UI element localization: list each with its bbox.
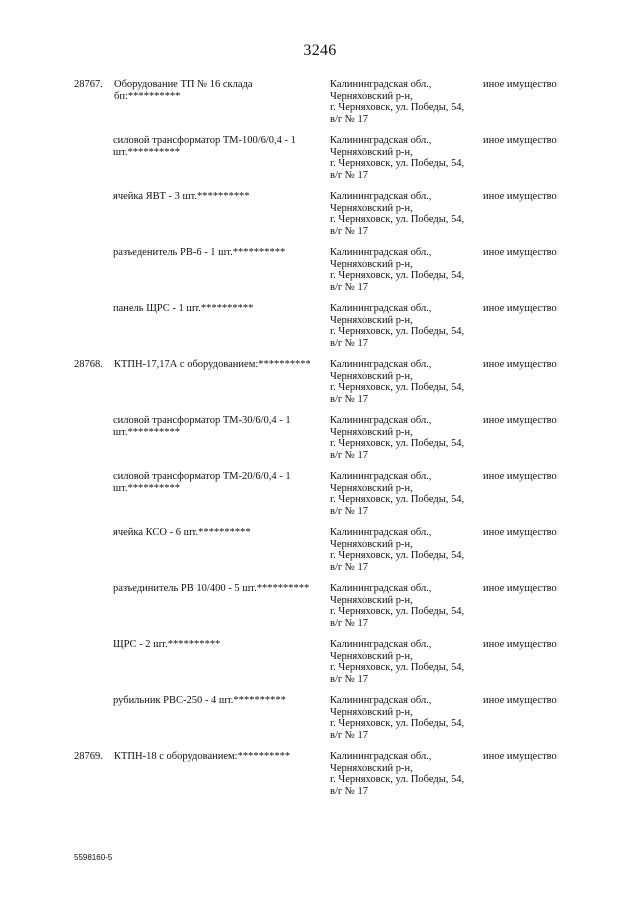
list-item	[0, 527, 640, 583]
address-line: г. Черняховск, ул. Победы, 54,	[330, 494, 465, 506]
address-line: Черняховский р-н,	[330, 202, 413, 214]
address-line: в/г № 17	[330, 113, 368, 125]
entry-number: 28767.	[74, 79, 103, 90]
address-line: Калининградская обл.,	[330, 583, 432, 594]
list-item	[0, 359, 640, 415]
entry-property-type: иное имущество	[483, 695, 557, 706]
entry-description: КТПН-18 с оборудованием:**********	[114, 751, 291, 762]
address-line: г. Черняховск, ул. Победы, 54,	[330, 270, 465, 282]
address-line: в/г № 17	[330, 617, 368, 629]
address-line: г. Черняховск, ул. Победы, 54,	[330, 774, 465, 786]
address-line: г. Черняховск, ул. Победы, 54,	[330, 382, 465, 394]
address-line: Черняховский р-н,	[330, 426, 413, 438]
address-line: в/г № 17	[330, 505, 368, 517]
entry-description: разъеденитель РВ-6 - 1 шт.**********	[113, 247, 286, 258]
entry-address	[330, 695, 480, 741]
entries-list	[0, 79, 640, 807]
entry-property-type: иное имущество	[483, 527, 557, 538]
page-number: 3246	[303, 42, 337, 59]
address-line: в/г № 17	[330, 169, 368, 181]
entry-description: панель ЩРС - 1 шт.**********	[113, 303, 254, 314]
address-line: г. Черняховск, ул. Победы, 54,	[330, 158, 465, 170]
address-line: Калининградская обл.,	[330, 135, 432, 146]
address-line: Калининградская обл.,	[330, 247, 432, 258]
address-line: Черняховский р-н,	[330, 762, 413, 774]
address-line: г. Черняховск, ул. Победы, 54,	[330, 606, 465, 618]
entry-property-type: иное имущество	[483, 135, 557, 146]
address-line: г. Черняховск, ул. Победы, 54,	[330, 662, 465, 674]
entry-address	[330, 191, 480, 237]
entry-property-type: иное имущество	[483, 247, 557, 258]
entry-address	[330, 639, 480, 685]
address-line: Черняховский р-н,	[330, 650, 413, 662]
address-line: Калининградская обл.,	[330, 415, 432, 426]
entry-description: ячейка ЯВТ - 3 шт.**********	[113, 191, 250, 202]
address-line: Калининградская обл.,	[330, 639, 432, 650]
entry-property-type: иное имущество	[483, 415, 557, 426]
entry-number: 28769.	[74, 751, 103, 762]
address-line: Калининградская обл.,	[330, 695, 432, 706]
address-line: Черняховский р-н,	[330, 314, 413, 326]
address-line: в/г № 17	[330, 225, 368, 237]
entry-property-type: иное имущество	[483, 751, 557, 762]
address-line: в/г № 17	[330, 729, 368, 741]
address-line: Черняховский р-н,	[330, 370, 413, 382]
list-item	[0, 79, 640, 135]
entry-description: силовой трансформатор ТМ-100/6/0,4 - 1 шт.**********	[113, 135, 296, 158]
address-line: г. Черняховск, ул. Победы, 54,	[330, 326, 465, 338]
entry-address	[330, 527, 480, 573]
address-line: Калининградская обл.,	[330, 359, 432, 370]
address-line: в/г № 17	[330, 281, 368, 293]
list-item	[0, 303, 640, 359]
entry-address	[330, 751, 480, 797]
entry-description: силовой трансформатор ТМ-30/6/0,4 - 1 шт.**********	[113, 415, 291, 438]
address-line: г. Черняховск, ул. Победы, 54,	[330, 438, 465, 450]
entry-address	[330, 583, 480, 629]
address-line: Черняховский р-н,	[330, 706, 413, 718]
address-line: Калининградская обл.,	[330, 303, 432, 314]
entry-property-type: иное имущество	[483, 303, 557, 314]
address-line: Калининградская обл.,	[330, 79, 432, 90]
list-item	[0, 135, 640, 191]
entry-number: 28768.	[74, 359, 103, 370]
entry-address	[330, 247, 480, 293]
entry-property-type: иное имущество	[483, 359, 557, 370]
entry-description: разъединитель РВ 10/400 - 5 шт.**********	[113, 583, 310, 594]
entry-property-type: иное имущество	[483, 471, 557, 482]
entry-address	[330, 415, 480, 461]
list-item	[0, 247, 640, 303]
list-item	[0, 471, 640, 527]
address-line: в/г № 17	[330, 337, 368, 349]
address-line: в/г № 17	[330, 561, 368, 573]
list-item	[0, 695, 640, 751]
list-item	[0, 583, 640, 639]
document-code: 5598160-5	[74, 853, 113, 862]
entry-property-type: иное имущество	[483, 191, 557, 202]
address-line: г. Черняховск, ул. Победы, 54,	[330, 102, 465, 114]
address-line: в/г № 17	[330, 393, 368, 405]
address-line: Калининградская обл.,	[330, 527, 432, 538]
address-line: Черняховский р-н,	[330, 90, 413, 102]
address-line: Черняховский р-н,	[330, 594, 413, 606]
entry-address	[330, 471, 480, 517]
entry-address	[330, 79, 480, 125]
entry-property-type: иное имущество	[483, 639, 557, 650]
entry-description: ячейка КСО - 6 шт.**********	[113, 527, 251, 538]
entry-property-type: иное имущество	[483, 79, 557, 90]
entry-description: Оборудование ТП № 16 склада бп:**********	[114, 79, 253, 102]
address-line: г. Черняховск, ул. Победы, 54,	[330, 718, 465, 730]
list-item	[0, 415, 640, 471]
address-line: в/г № 17	[330, 449, 368, 461]
address-line: Калининградская обл.,	[330, 751, 432, 762]
list-item	[0, 639, 640, 695]
address-line: г. Черняховск, ул. Победы, 54,	[330, 550, 465, 562]
address-line: г. Черняховск, ул. Победы, 54,	[330, 214, 465, 226]
address-line: Черняховский р-н,	[330, 146, 413, 158]
address-line: Черняховский р-н,	[330, 538, 413, 550]
entry-address	[330, 135, 480, 181]
entry-property-type: иное имущество	[483, 583, 557, 594]
entry-address	[330, 359, 480, 405]
address-line: Черняховский р-н,	[330, 258, 413, 270]
entry-description: КТПН-17,17А с оборудованием:**********	[114, 359, 311, 370]
address-line: Калининградская обл.,	[330, 471, 432, 482]
entry-address	[330, 303, 480, 349]
address-line: в/г № 17	[330, 785, 368, 797]
list-item	[0, 751, 640, 807]
entry-description: рубильник РВС-250 - 4 шт.**********	[113, 695, 286, 706]
address-line: в/г № 17	[330, 673, 368, 685]
entry-description: силовой трансформатор ТМ-20/6/0,4 - 1 шт.**********	[113, 471, 291, 494]
address-line: Черняховский р-н,	[330, 482, 413, 494]
entry-description: ЩРС - 2 шт.**********	[113, 639, 221, 650]
list-item	[0, 191, 640, 247]
address-line: Калининградская обл.,	[330, 191, 432, 202]
